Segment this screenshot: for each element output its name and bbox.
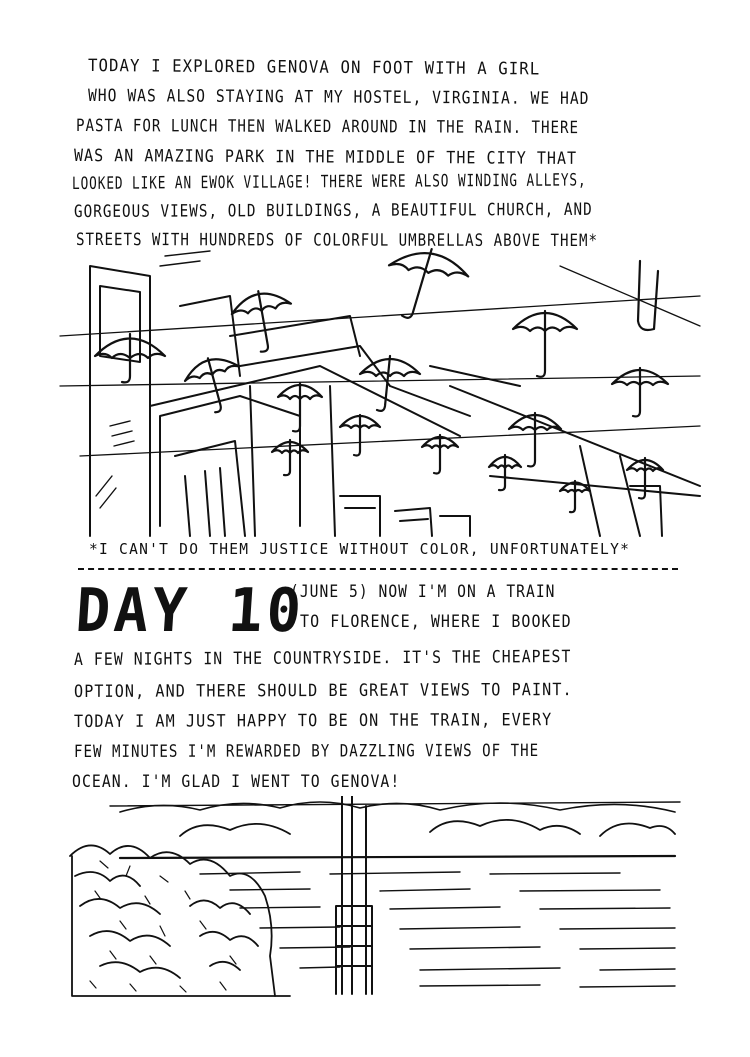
entry1-line-3: PASTA FOR LUNCH THEN WALKED AROUND IN THE RAIN. THERE [75, 116, 580, 139]
entry2-line-6: FEW MINUTES I'M REWARDED BY DAZZLING VIEWS OF THE [73, 741, 540, 762]
ocean-view-illustration [0, 796, 750, 1001]
entry2-line-4: OPTION, AND THERE SHOULD BE GREAT VIEWS TO PAINT. [73, 680, 573, 702]
entry1-line-4: WAS AN AMAZING PARK IN THE MIDDLE OF THE CITY THAT [73, 146, 578, 169]
entry1-line-1: TODAY I EXPLORED GENOVA ON FOOT WITH A GIRL [87, 56, 541, 80]
entry1-line-7: STREETS WITH HUNDREDS OF COLORFUL UMBRELLAS ABOVE THEM* [75, 230, 599, 252]
entry1-line-2: WHO WAS ALSO STAYING AT MY HOSTEL, VIRGINIA. WE HAD [87, 86, 590, 110]
footnote-underline [78, 568, 678, 570]
entry1-line-6: GORGEOUS VIEWS, OLD BUILDINGS, A BEAUTIFUL CHURCH, AND [73, 199, 593, 222]
umbrella-street-illustration [0, 246, 750, 546]
footnote: *I CAN'T DO THEM JUSTICE WITHOUT COLOR, UNFORTUNATELY* [89, 540, 631, 558]
entry1-line-5: LOOKED LIKE AN EWOK VILLAGE! THERE WERE ALSO WINDING ALLEYS, [71, 170, 587, 194]
entry2-line-3: A FEW NIGHTS IN THE COUNTRYSIDE. IT'S THE CHEAPEST [73, 647, 572, 670]
entry2-line-5: TODAY I AM JUST HAPPY TO BE ON THE TRAIN, EVERY [73, 710, 553, 732]
entry2-line-1: (JUNE 5) NOW I'M ON A TRAIN [290, 582, 556, 602]
day-label: DAY 10 [73, 576, 308, 646]
entry2-line-2: TO FLORENCE, WHERE I BOOKED [300, 612, 572, 632]
entry2-line-7: OCEAN. I'M GLAD I WENT TO GENOVA! [72, 772, 401, 792]
